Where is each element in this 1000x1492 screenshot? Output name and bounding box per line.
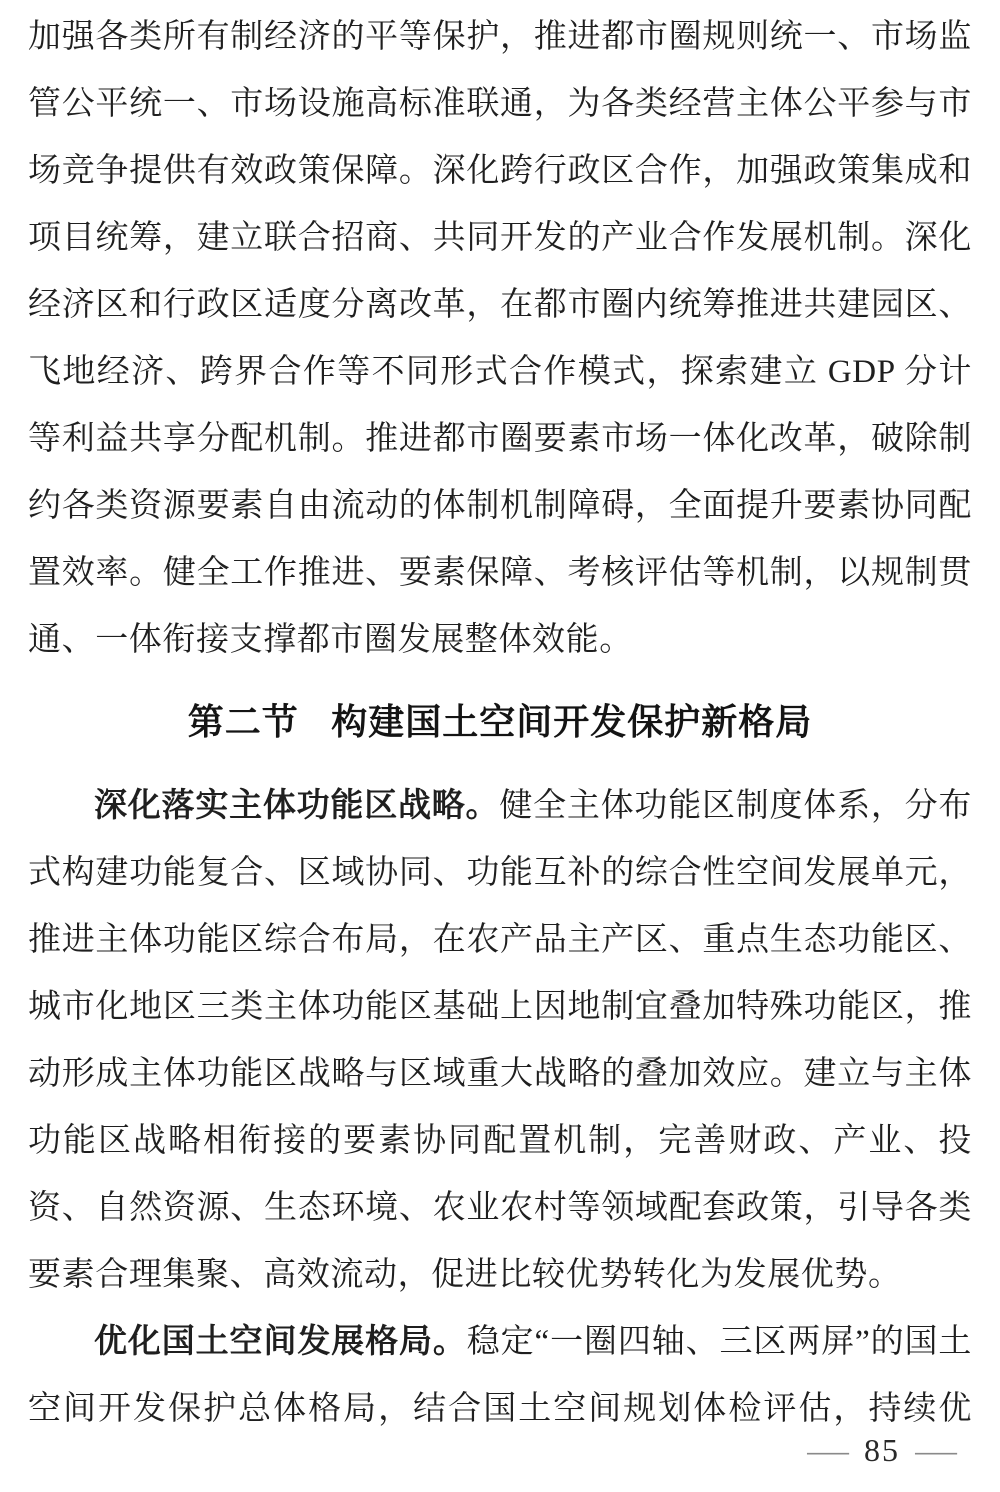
paragraph-market-integration: 加强各类所有制经济的平等保护，推进都市圈规则统一、市场监管公平统一、市场设施高标准联通，为各类经营主体公平参与市场竞争提供有效政策保障。深化跨行政区合作，加强政策集成和项目统筹，建立联合招商、共同开发的产业合作发展机制。深化经济区和行政区适度分离改革，在都市圈内统筹推进共建园区、飞地经济、跨界合作等不同形式合作模式，探索建立 GDP 分计等利益共享分配机制。推进都市圈要素市场一体化改革，破除制约各类资源要素自由流动的体制机制障碍，全面提升要素协同配置效率。健全工作推进、要素保障、考核评估等机制，以规制贯通、一体衔接支撑都市圈发展整体效能。	[28, 19, 972, 658]
section-number: 第二节	[187, 701, 299, 742]
paragraph-territorial-layout-lead: 优化国土空间发展格局。	[94, 1324, 467, 1360]
paragraph-territorial-layout-text: 稳定“一圈四轴、三区两屏”的国土空间开发保护总体格局，结合国土空间规划体检评估，持续优	[28, 1324, 972, 1427]
footer-dash-left: —	[807, 1432, 849, 1468]
footer-dash-right: —	[915, 1432, 957, 1468]
paragraph-main-function-zones-lead: 深化落实主体功能区战略。	[94, 788, 500, 824]
paragraph-territorial-layout	[28, 1309, 972, 1443]
page-number: 85	[864, 1432, 900, 1468]
section-title: 构建国土空间开发保护新格局	[331, 701, 813, 742]
paragraph-main-function-zones	[28, 773, 972, 1309]
paragraph-main-function-zones-text: 健全主体功能区制度体系，分布式构建功能复合、区域协同、功能互补的综合性空间发展单元，推进主体功能区综合布局，在农产品主产区、重点生态功能区、城市化地区三类主体功能区基础上因地制宜叠加特殊功能区，推动形成主体功能区战略与区域重大战略的叠加效应。建立与主体功能区战略相衔接的要素协同配置机制，完善财政、产业、投资、自然资源、生态环境、农业农村等领域配套政策，引导各类要素合理集聚、高效流动，促进比较优势转化为发展优势。	[28, 788, 972, 1293]
section-heading	[28, 688, 972, 755]
page-footer	[807, 1430, 957, 1470]
